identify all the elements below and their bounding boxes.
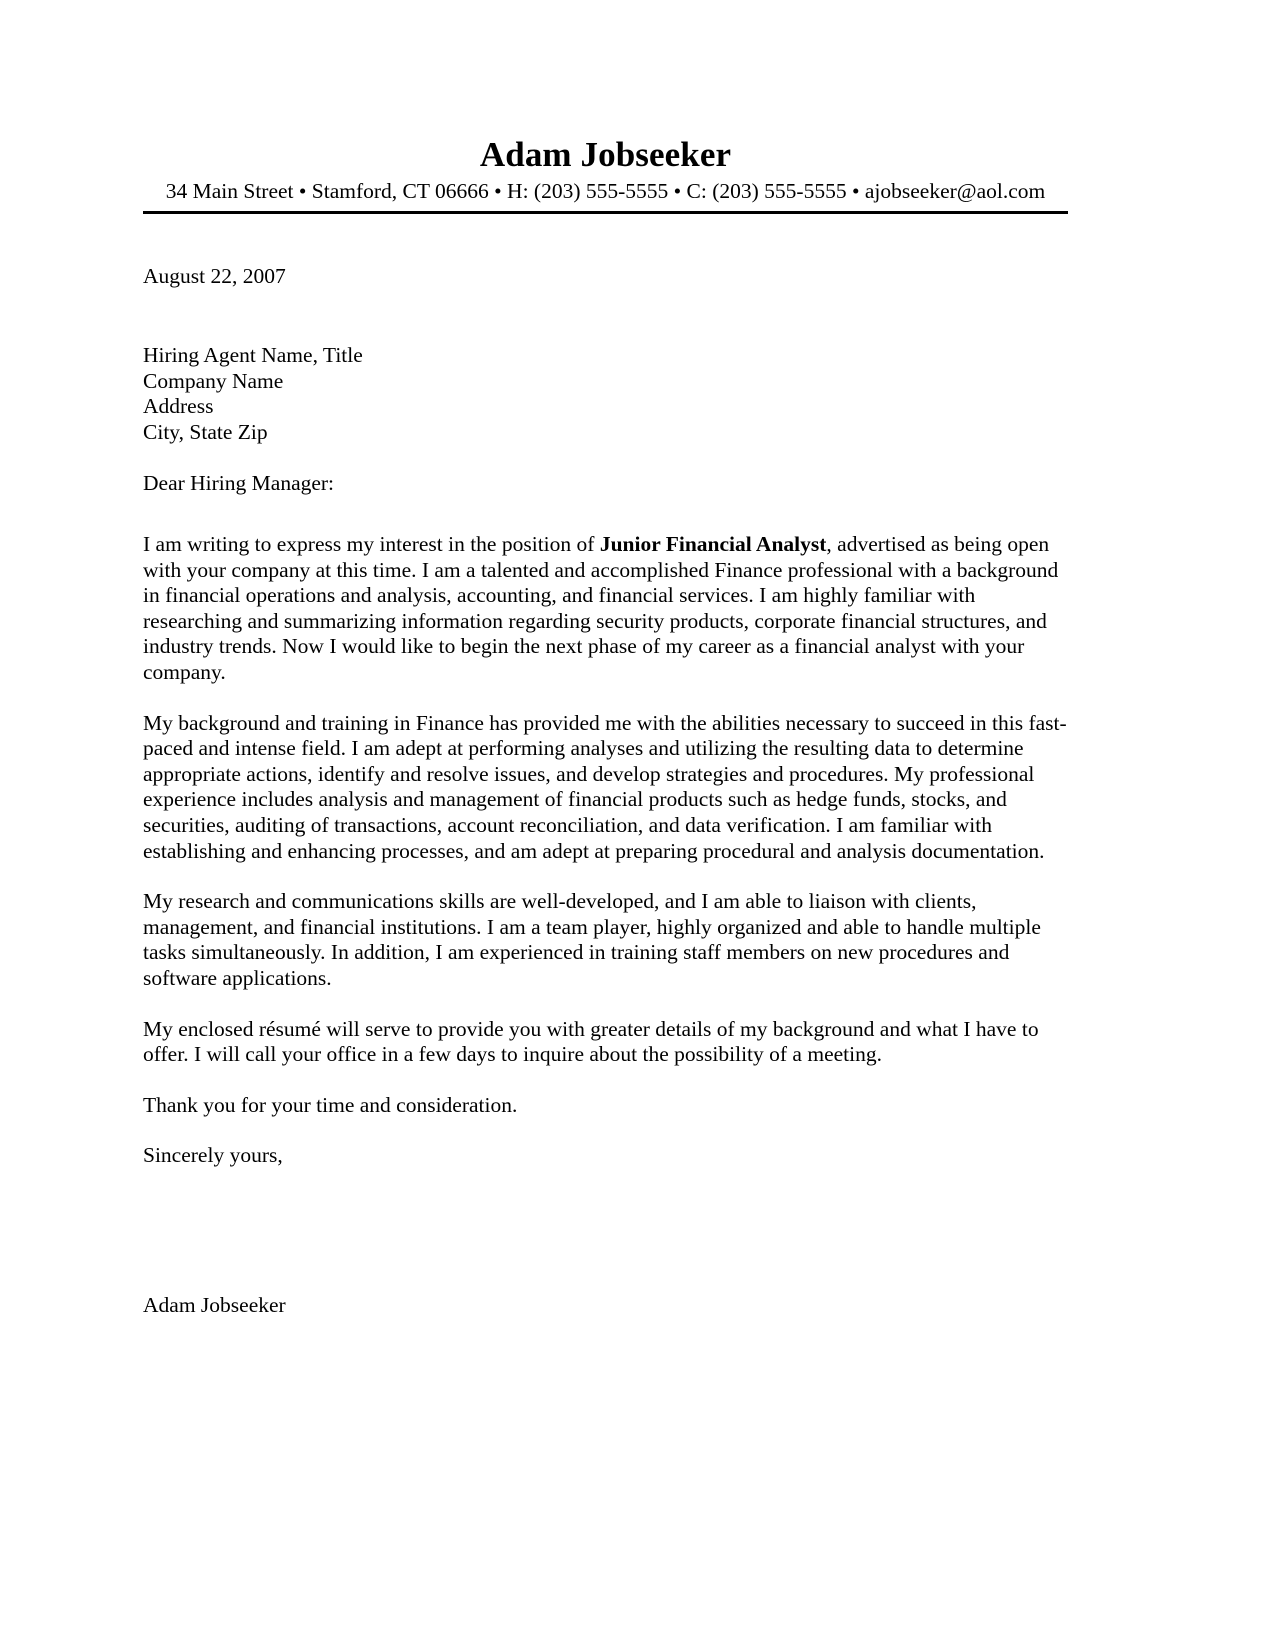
header-divider-rule <box>143 211 1068 214</box>
letter-body <box>143 264 1068 1318</box>
closing-salutation: Sincerely yours, <box>143 1143 283 1168</box>
recipient-name-title: Hiring Agent Name, Title <box>143 343 363 368</box>
cover-letter <box>143 0 1068 1318</box>
body-paragraph-3: My research and communications skills are well-developed, and I am able to liaison with clients, management, and financial institutions. I am a team player, highly organized and able to handle multiple tasks simultaneously. In addition, I am experienced in training staff members on new procedures and software applications. <box>143 889 1041 990</box>
thank-you-line: Thank you for your time and consideration. <box>143 1092 518 1117</box>
salutation: Dear Hiring Manager: <box>143 471 335 496</box>
body-paragraph-2: My background and training in Finance has provided me with the abilities necessary to succeed in this fast-paced and intense field. I am adept at performing analyses and utilizing the resulting data to determine appropriate actions, identify and resolve issues, and develop strategies and procedures. My professional experience includes analysis and management of financial products such as hedge funds, stocks, and securities, auditing of transactions, account reconciliation, and data verification. I am familiar with establishing and enhancing processes, and am adept at preparing procedural and analysis documentation. <box>143 710 1067 863</box>
contact-info-line: 34 Main Street • Stamford, CT 06666 • H: (203) 555-5555 • C: (203) 555-5555 • ajobseeker@aol.com <box>165 179 1046 204</box>
recipient-address: Address <box>143 394 214 419</box>
paragraph-1-text-before-role: I am writing to express my interest in the position of <box>143 532 600 557</box>
body-paragraph-4: My enclosed résumé will serve to provide you with greater details of my background and what I have to offer. I will call your office in a few days to inquire about the possibility of a meeting. <box>143 1016 1039 1067</box>
job-title-emphasis: Junior Financial Analyst <box>599 532 827 557</box>
recipient-city-state-zip: City, State Zip <box>143 419 268 444</box>
letter-date: August 22, 2007 <box>143 264 286 289</box>
letterhead <box>143 0 1068 214</box>
recipient-company: Company Name <box>143 368 284 393</box>
body-paragraph-1 <box>143 532 1068 686</box>
applicant-name: Adam Jobseeker <box>479 135 732 174</box>
recipient-address-block <box>143 343 1068 445</box>
paragraph-1-text-after-role: , advertised as being open with your company at this time. I am a talented and accomplished Finance professional with a background in financial operations and analysis, accounting, and financial services. I am highly familiar with researching and summarizing information regarding security products, corporate financial structures, and industry trends. Now I would like to begin the next phase of my career as a financial analyst with your company. <box>143 532 1059 684</box>
signature-name: Adam Jobseeker <box>143 1292 286 1317</box>
